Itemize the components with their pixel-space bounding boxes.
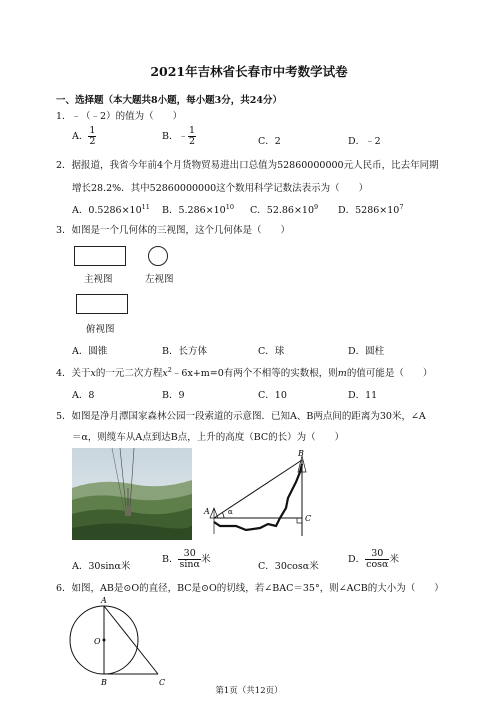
q3-option-d[interactable]: D．圆柱 bbox=[348, 346, 385, 357]
q5-option-c[interactable]: C．30cosα米 bbox=[258, 561, 319, 572]
slope-diagram bbox=[200, 448, 320, 544]
q2-c-exp: 9 bbox=[314, 202, 319, 211]
q5-b-den: sinα bbox=[179, 559, 200, 570]
label-c: C bbox=[159, 678, 166, 686]
q5-line1: 5．如图是净月潭国家森林公园一段索道的示意图．已知A、B两点间的距离为30米，∠A bbox=[56, 411, 426, 422]
q1-stem: 1．﹣（﹣2）的值为（ ） bbox=[56, 111, 183, 122]
q1-option-b[interactable] bbox=[162, 126, 196, 147]
q5-b-label: B． bbox=[162, 554, 179, 565]
q2-line1: 2．据报道，我省今年前4个月货物贸易进出口总值为52860000000元人民币，比去年同期 bbox=[56, 160, 439, 171]
q1-a-den: 2 bbox=[89, 136, 96, 147]
q2-b-exp: 10 bbox=[225, 202, 235, 211]
label-a: A bbox=[204, 507, 210, 516]
circle-diagram bbox=[66, 594, 176, 686]
q5-option-b[interactable] bbox=[162, 549, 210, 570]
page-footer: 第1页（共12页） bbox=[215, 686, 283, 696]
left-view-label: 左视图 bbox=[145, 274, 174, 285]
label-o: O bbox=[94, 637, 101, 646]
alpha-arc bbox=[222, 513, 224, 518]
q4-eq-x: x bbox=[162, 368, 168, 379]
q2-d-text: D．5286×10 bbox=[338, 205, 400, 216]
q1-option-d[interactable]: D．﹣2 bbox=[348, 136, 381, 147]
q1-b-num: 1 bbox=[188, 125, 196, 136]
q1-b-den: 2 bbox=[188, 136, 196, 147]
q4-var-m: m bbox=[337, 368, 347, 379]
q5-b-unit: 米 bbox=[200, 554, 211, 565]
q2-line2: 增长28.2%．其中52860000000这个数用科学记数法表示为（ ） bbox=[72, 183, 369, 194]
q2-d-exp: 7 bbox=[399, 202, 404, 211]
q2-option-a[interactable] bbox=[72, 202, 150, 216]
q4-eq-sup: 2 bbox=[167, 365, 172, 374]
q2-option-d[interactable] bbox=[338, 202, 403, 216]
q5-d-num: 30 bbox=[365, 549, 389, 560]
q1-a-fraction bbox=[88, 126, 96, 147]
label-b: B bbox=[101, 678, 107, 686]
q1-a-label: A． bbox=[72, 131, 89, 142]
line-ac bbox=[104, 606, 158, 674]
q4-option-c[interactable]: C．10 bbox=[258, 390, 287, 401]
q5-d-label: D． bbox=[348, 554, 366, 565]
q4-pre: 4．关于 bbox=[56, 368, 91, 379]
label-a: A bbox=[101, 596, 107, 605]
q3-option-a[interactable]: A．圆锥 bbox=[72, 346, 108, 357]
q5-d-den: cosα bbox=[366, 559, 389, 570]
q5-d-fraction bbox=[365, 549, 389, 570]
page-title: 2021年吉林省长春市中考数学试卷 bbox=[150, 64, 348, 79]
q4-option-d[interactable]: D．11 bbox=[348, 390, 378, 401]
section-heading: 一、选择题（本大题共8小题，每小题3分，共24分） bbox=[56, 95, 282, 106]
q3-option-c[interactable]: C．球 bbox=[258, 346, 285, 357]
q5-b-fraction bbox=[178, 549, 200, 570]
q4-eq-rest: ﹣6x+m=0有两个不相等的实数根，则 bbox=[171, 368, 338, 379]
top-view-rectangle bbox=[76, 294, 128, 314]
tower-a-icon bbox=[210, 508, 218, 534]
q1-a-num: 1 bbox=[89, 125, 96, 136]
q5-line2: ＝α，则缆车从A点到达B点，上升的高度（BC的长）为（ ） bbox=[72, 432, 345, 443]
q2-option-b[interactable] bbox=[162, 202, 234, 216]
q1-b-fraction bbox=[188, 126, 196, 147]
q2-a-text: A．0.5286×10 bbox=[72, 205, 142, 216]
q2-b-text: B．5.286×10 bbox=[162, 205, 226, 216]
q5-b-num: 30 bbox=[178, 549, 200, 560]
label-alpha: α bbox=[228, 508, 233, 516]
terrain-curve bbox=[214, 464, 302, 530]
center-point bbox=[103, 639, 106, 642]
q5-option-a[interactable]: A．30sinα米 bbox=[72, 561, 131, 572]
q1-option-c[interactable]: C．2 bbox=[258, 136, 281, 147]
left-view-circle bbox=[148, 246, 168, 266]
q4-stem bbox=[56, 365, 432, 379]
cable-car-photo-svg bbox=[72, 448, 192, 540]
q4-option-b[interactable]: B．9 bbox=[162, 390, 185, 401]
label-c: C bbox=[305, 514, 312, 523]
q5-d-unit: 米 bbox=[389, 554, 399, 565]
front-view-label: 主视图 bbox=[84, 274, 113, 285]
q2-a-exp: 11 bbox=[141, 202, 150, 211]
q4-var-x: x bbox=[90, 368, 96, 379]
q4-mid: 的一元二次方程 bbox=[95, 368, 163, 379]
q2-c-text: C．52.86×10 bbox=[250, 205, 315, 216]
front-view-rectangle bbox=[74, 246, 126, 266]
label-b: B bbox=[298, 449, 304, 458]
q1-b-label: B．﹣ bbox=[162, 131, 188, 142]
q2-option-c[interactable] bbox=[250, 202, 318, 216]
right-angle-mark bbox=[297, 518, 302, 523]
q4-option-a[interactable]: A．8 bbox=[72, 390, 95, 401]
q1-option-a[interactable] bbox=[72, 126, 96, 147]
q3-stem: 3．如图是一个几何体的三视图，这个几何体是（ ） bbox=[56, 225, 291, 236]
q5-option-d[interactable] bbox=[348, 549, 399, 570]
q3-option-b[interactable]: B．长方体 bbox=[162, 346, 207, 357]
q6-stem: 6．如图，AB是⊙O的直径，BC是⊙O的切线，若∠BAC＝35°，则∠ACB的大小为（ ） bbox=[56, 583, 444, 594]
q4-post: 的值可能是（ ） bbox=[346, 368, 433, 379]
cable-car-photo bbox=[72, 448, 192, 540]
top-view-label: 俯视图 bbox=[86, 324, 115, 335]
